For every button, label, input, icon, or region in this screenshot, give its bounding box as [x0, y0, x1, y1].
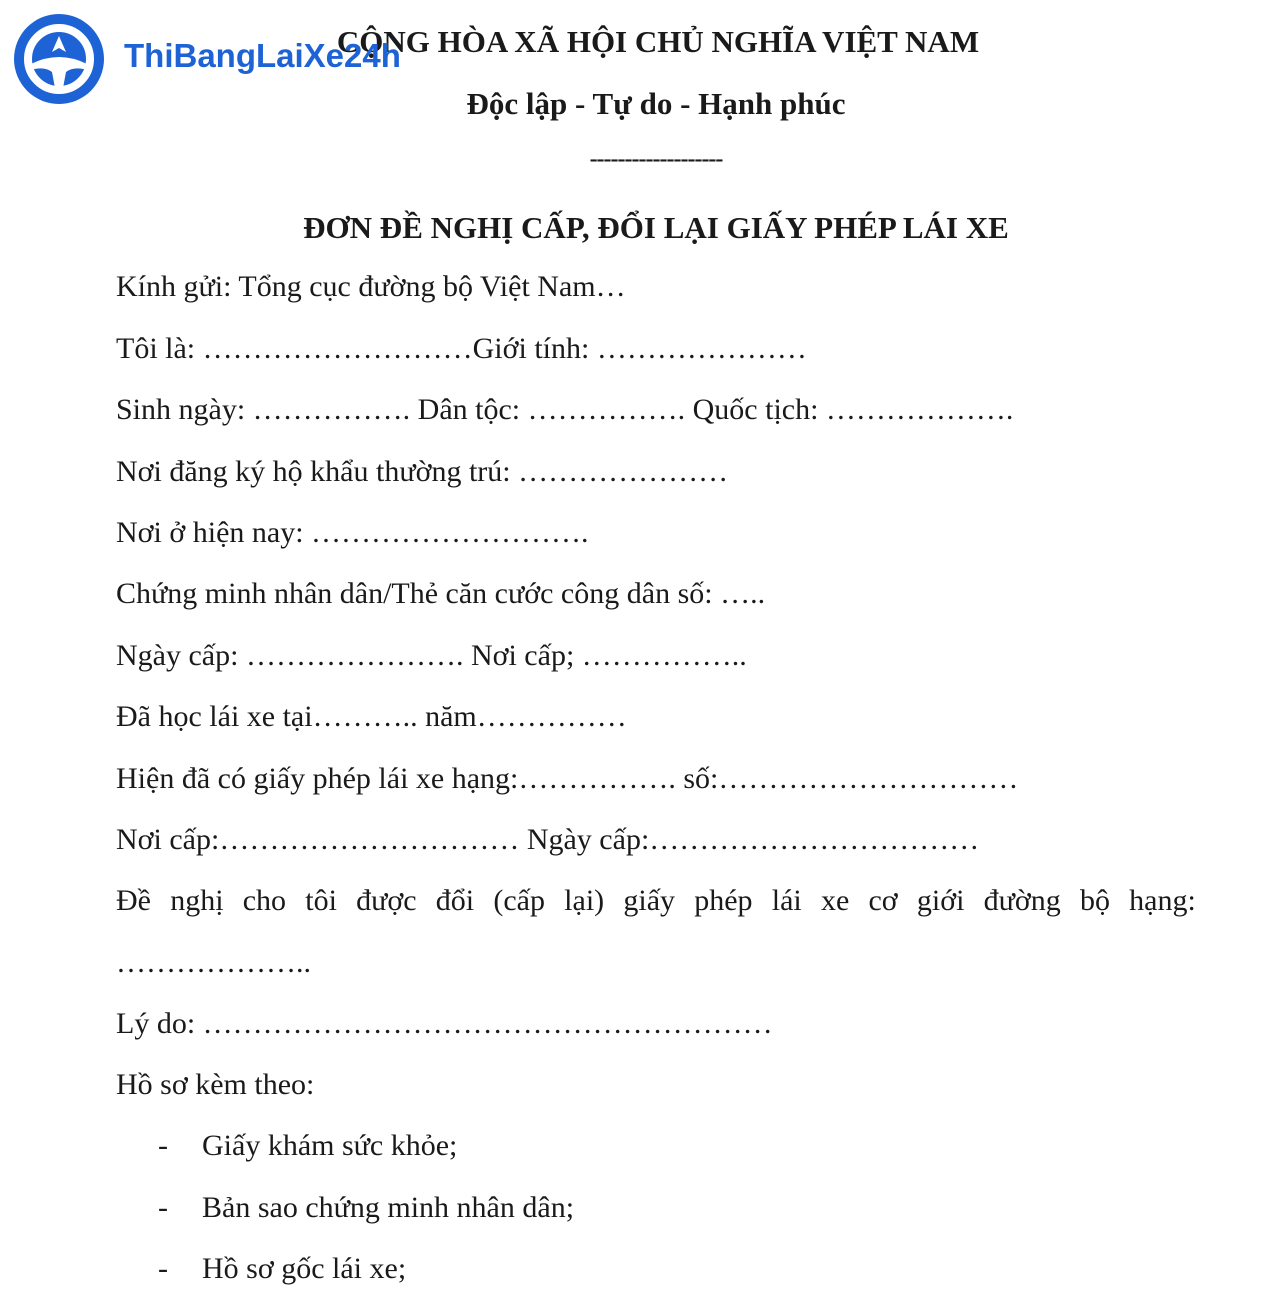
permanent-residence-line: Nơi đăng ký hộ khẩu thường trú: …………………: [116, 455, 729, 488]
license-issue-line: Nơi cấp:………………………… Ngày cấp:……………………………: [116, 823, 980, 856]
brand-name: ThiBangLaiXe24h: [124, 37, 401, 74]
attachment-item: [158, 1252, 406, 1286]
request-word: nghị: [170, 884, 224, 917]
request-word: cho: [242, 884, 287, 917]
request-word: được: [356, 884, 417, 917]
motto-heading: Độc lập - Tự do - Hạnh phúc: [466, 86, 846, 121]
reason-line: Lý do: …………………………………………………: [116, 1007, 773, 1040]
request-word: đường: [983, 884, 1061, 917]
request-word: xe: [820, 884, 850, 917]
current-address-line: Nơi ở hiện nay: ……………………….: [116, 516, 589, 549]
name-gender-line: Tôi là: ………………………Giới tính: …………………: [116, 332, 807, 365]
birth-ethnicity-nationality-line: Sinh ngày: ……………. Dân tộc: ……………. Quốc tịch: ……………….: [116, 393, 1014, 426]
attachment-item: [158, 1191, 574, 1225]
recipient-line: Kính gửi: Tổng cục đường bộ Việt Nam…: [116, 270, 626, 303]
bullet-dash: -: [158, 1129, 168, 1162]
request-word: (cấp: [493, 884, 545, 917]
request-word: lái: [771, 884, 802, 917]
request-word: bộ: [1079, 884, 1110, 917]
issue-date-place-line: Ngày cấp: …………………. Nơi cấp; ……………..: [116, 639, 747, 672]
request-word: giấy: [623, 884, 676, 917]
bullet-dash: -: [158, 1252, 168, 1285]
request-word: hạng:: [1129, 884, 1196, 917]
driving-school-line: Đã học lái xe tại……….. năm……………: [116, 700, 627, 733]
attachment-label: Hồ sơ gốc lái xe;: [202, 1252, 407, 1285]
license-class-blank: ………………..: [116, 946, 311, 979]
id-number-line: Chứng minh nhân dân/Thẻ căn cước công dân số: …..: [116, 577, 766, 610]
request-word: đổi: [435, 884, 475, 917]
current-license-line: Hiện đã có giấy phép lái xe hạng:……………. số:…………………………: [116, 762, 1019, 795]
form-title: ĐƠN ĐỀ NGHỊ CẤP, ĐỔI LẠI GIẤY PHÉP LÁI XE: [303, 210, 1009, 245]
request-word: lại): [564, 884, 605, 917]
brand-watermark: [14, 14, 401, 104]
attachments-heading: Hồ sơ kèm theo:: [116, 1068, 315, 1101]
attachment-item: [158, 1129, 457, 1163]
request-word: phép: [694, 884, 753, 917]
request-word: giới: [916, 884, 965, 917]
request-word: cơ: [868, 884, 898, 917]
nation-heading: CỘNG HÒA XÃ HỘI CHỦ NGHĨA VIỆT NAM: [336, 24, 980, 59]
bullet-dash: -: [158, 1191, 168, 1224]
attachment-label: Bản sao chứng minh nhân dân;: [202, 1191, 575, 1224]
steering-wheel-icon: [14, 14, 104, 104]
request-line: [116, 884, 1196, 918]
request-word: tôi: [305, 884, 337, 917]
header-separator: -------------------: [589, 146, 723, 172]
request-word: Đề: [116, 884, 151, 917]
attachment-label: Giấy khám sức khỏe;: [202, 1129, 458, 1162]
